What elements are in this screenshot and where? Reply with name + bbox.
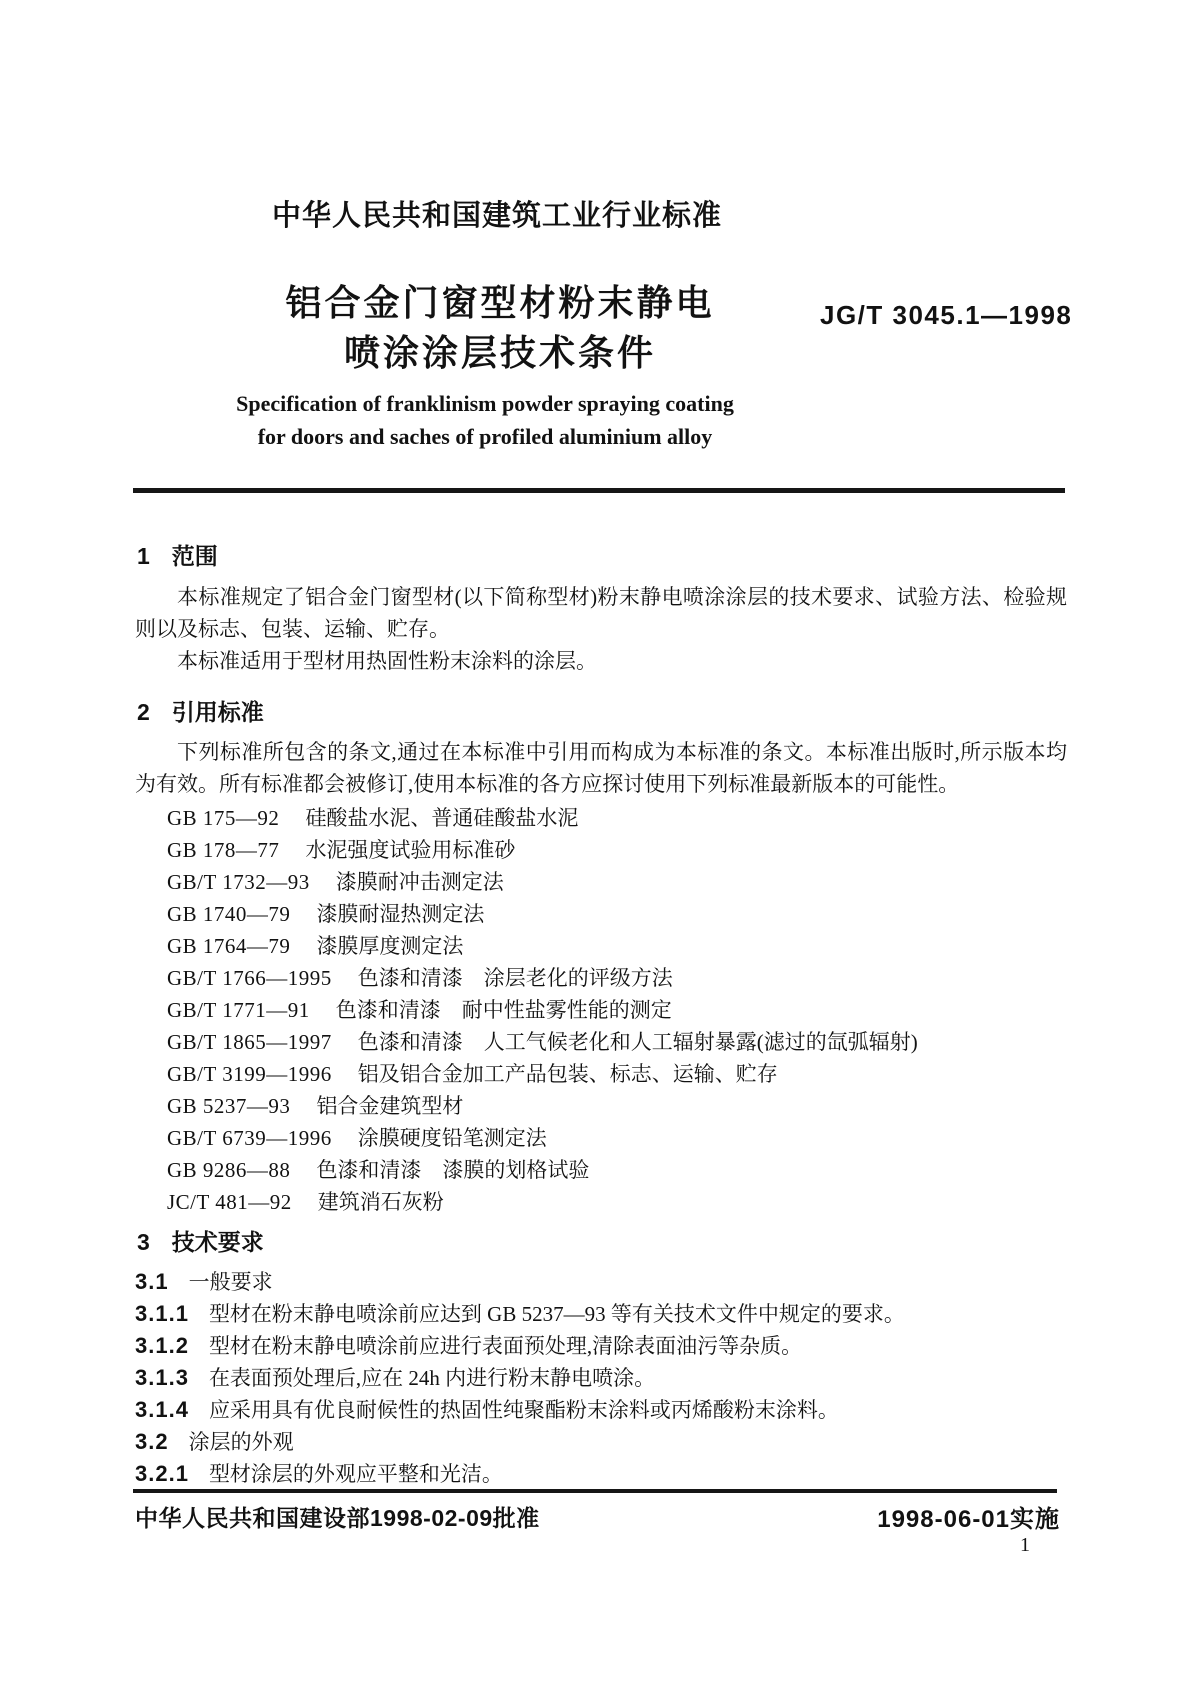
referenced-standard-item	[167, 962, 1087, 994]
standard-code: GB 1764—79	[167, 934, 291, 958]
referenced-standard-item	[167, 1186, 1087, 1218]
standard-title: 涂膜硬度铅笔测定法	[357, 1126, 547, 1150]
section-label: 技术要求	[171, 1229, 264, 1255]
implementation-note: 1998-06-01实施	[877, 1506, 1060, 1533]
standard-title: 水泥强度试验用标准砂	[305, 838, 516, 862]
section-heading-references	[137, 694, 264, 727]
section-heading-scope	[137, 538, 218, 571]
standard-code: GB 175—92	[167, 806, 280, 830]
requirement-clause	[135, 1298, 1095, 1330]
requirements-clause-list	[135, 1266, 1095, 1490]
standard-title: 铝及铝合金加工产品包装、标志、运输、贮存	[357, 1062, 778, 1086]
standard-title: 色漆和清漆 耐中性盐雾性能的测定	[335, 998, 672, 1022]
standard-code: GB 1740—79	[167, 902, 291, 926]
requirement-clause	[135, 1394, 1095, 1426]
standard-code: GB 178—77	[167, 838, 280, 862]
english-title-line2: for doors and saches of profiled aluminium alloy	[257, 424, 713, 449]
referenced-standard-item	[167, 994, 1087, 1026]
clause-number: 3.1.4	[135, 1397, 189, 1422]
document-title-line2: 喷涂涂层技术条件	[343, 332, 656, 373]
english-title	[135, 387, 835, 453]
referenced-standard-item	[167, 1026, 1087, 1058]
standard-code: GB 9286—88	[167, 1158, 291, 1182]
document-title	[150, 278, 850, 378]
english-title-line1: Specification of franklinism powder spraying coating	[236, 391, 734, 416]
standard-title: 漆膜厚度测定法	[316, 934, 464, 958]
standard-code: GB/T 1865—1997	[167, 1030, 332, 1054]
scope-paragraph-2: 本标准适用于型材用热固性粉末涂料的涂层。	[177, 649, 597, 673]
standard-code: GB/T 6739—1996	[167, 1126, 332, 1150]
referenced-standard-item	[167, 1154, 1087, 1186]
requirement-clause	[135, 1266, 1095, 1298]
standard-code: GB/T 1732—93	[167, 870, 310, 894]
referenced-standard-item	[167, 866, 1087, 898]
requirement-clause	[135, 1362, 1095, 1394]
standard-title: 硅酸盐水泥、普通硅酸盐水泥	[305, 806, 579, 830]
standard-category-title: 中华人民共和国建筑工业行业标准	[272, 200, 723, 232]
clause-text: 涂层的外观	[188, 1430, 294, 1454]
referenced-standard-item	[167, 1090, 1087, 1122]
clause-text: 型材涂层的外观应平整和光洁。	[208, 1462, 503, 1486]
standard-code: GB/T 3199—1996	[167, 1062, 332, 1086]
page-number: 1	[1020, 1534, 1030, 1556]
clause-text: 型材在粉末静电喷涂前应进行表面预处理,清除表面油污等杂质。	[208, 1334, 803, 1358]
standard-code: GB/T 1771—91	[167, 998, 310, 1022]
section-number: 2	[137, 699, 150, 725]
section-label: 范围	[171, 543, 218, 569]
referenced-standard-item	[167, 930, 1087, 962]
standard-title: 色漆和清漆 漆膜的划格试验	[316, 1158, 590, 1182]
scope-paragraph-1: 本标准规定了铝合金门窗型材(以下简称型材)粉末静电喷涂涂层的技术要求、试验方法、检验规则以及标志、包装、运输、贮存。	[135, 585, 1067, 641]
clause-text: 型材在粉末静电喷涂前应达到 GB 5237—93 等有关技术文件中规定的要求。	[208, 1302, 905, 1326]
clause-text: 应采用具有优良耐候性的热固性纯聚酯粉末涂料或丙烯酸粉末涂料。	[208, 1398, 839, 1422]
referenced-standard-item	[167, 1122, 1087, 1154]
references-intro: 下列标准所包含的条文,通过在本标准中引用而构成为本标准的条文。本标准出版时,所示版本均为有效。所有标准都会被修订,使用本标准的各方应探讨使用下列标准最新版本的可能性。	[135, 740, 1067, 796]
referenced-standard-item	[167, 1058, 1087, 1090]
referenced-standards-list	[167, 802, 1087, 1218]
standard-code: JC/T 481—92	[167, 1190, 292, 1214]
referenced-standard-item	[167, 898, 1087, 930]
requirement-clause	[135, 1426, 1095, 1458]
document-title-line1: 铝合金门窗型材粉末静电	[285, 282, 715, 323]
standard-title: 铝合金建筑型材	[316, 1094, 464, 1118]
footer-divider	[133, 1489, 1057, 1493]
standard-title: 漆膜耐冲击测定法	[335, 870, 504, 894]
clause-number: 3.2.1	[135, 1461, 189, 1486]
requirement-clause	[135, 1330, 1095, 1362]
section-number: 1	[137, 543, 150, 569]
referenced-standard-item	[167, 834, 1087, 866]
header-divider	[133, 488, 1065, 493]
clause-number: 3.1	[135, 1269, 169, 1294]
requirement-clause	[135, 1458, 1095, 1490]
clause-text: 在表面预处理后,应在 24h 内进行粉末静电喷涂。	[208, 1366, 656, 1390]
standard-title: 建筑消石灰粉	[317, 1190, 444, 1214]
standard-title: 色漆和清漆 涂层老化的评级方法	[357, 966, 673, 990]
clause-number: 3.1.3	[135, 1365, 189, 1390]
standard-code: GB/T 1766—1995	[167, 966, 332, 990]
standard-code: GB 5237—93	[167, 1094, 291, 1118]
clause-number: 3.1.2	[135, 1333, 189, 1358]
standard-number: JG/T 3045.1—1998	[820, 300, 1073, 330]
standard-title: 色漆和清漆 人工气候老化和人工辐射暴露(滤过的氙弧辐射)	[357, 1030, 918, 1054]
clause-number: 3.2	[135, 1429, 169, 1454]
clause-text: 一般要求	[188, 1270, 273, 1294]
section-number: 3	[137, 1229, 150, 1255]
approval-note: 中华人民共和国建设部1998-02-09批准	[135, 1505, 540, 1531]
referenced-standard-item	[167, 802, 1087, 834]
standard-title: 漆膜耐湿热测定法	[316, 902, 485, 926]
section-heading-requirements	[137, 1224, 264, 1257]
clause-number: 3.1.1	[135, 1301, 189, 1326]
section-label: 引用标准	[171, 699, 264, 725]
